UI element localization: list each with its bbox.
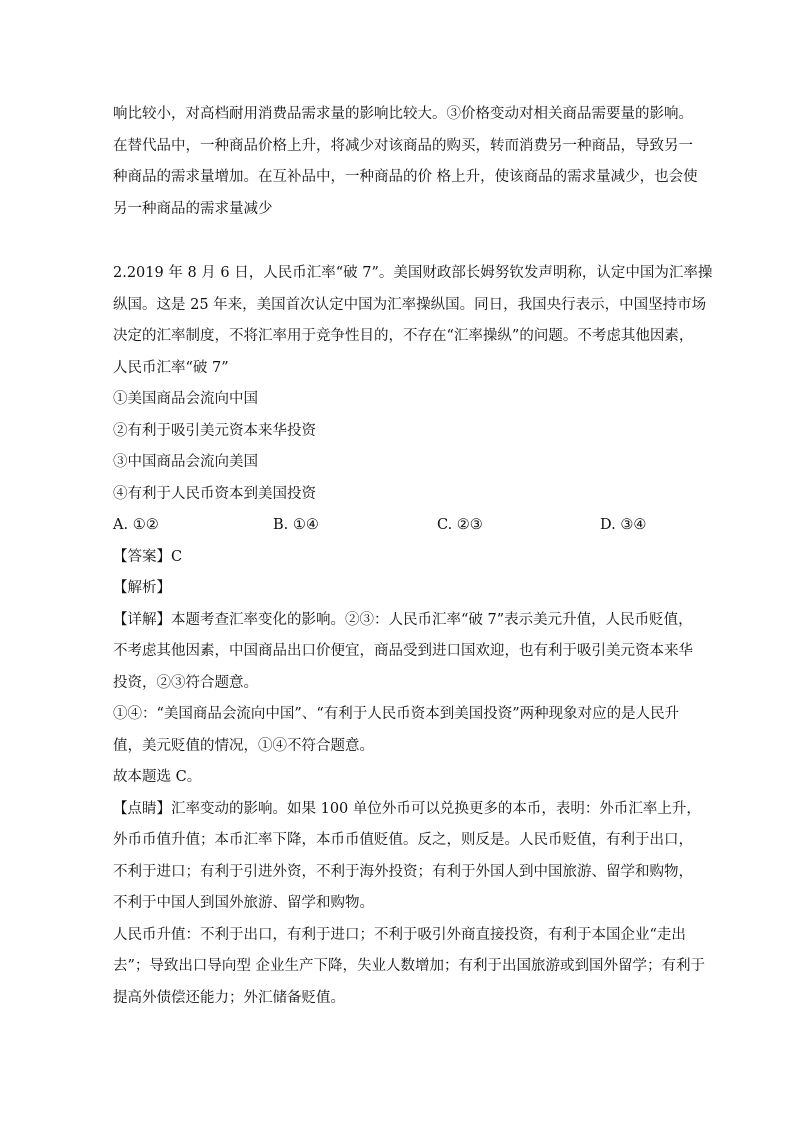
tips-line: 去”；导致出口导向型 企业生产下降，失业人数增加；有利于出国旅游或到国外留学；有利于 [113, 958, 706, 974]
question-item: ①美国商品会流向中国 [113, 391, 258, 407]
detail-section [113, 605, 693, 794]
detail-line: 故本题选 C。 [113, 769, 202, 785]
intro-line: 在替代品中，一种商品价格上升，将减少对该商品的购买，转而消费另一种商品，导致另一 [113, 137, 693, 154]
tips-line: 人民币升值：不利于出口，有利于进口；不利于吸引外商直接投资，有利于本国企业“走出 [113, 926, 686, 943]
paragraph-gap [113, 225, 683, 258]
option-c: C. ②③ [437, 517, 483, 533]
answer-options [113, 510, 683, 542]
answer-line: 【答案】C [113, 548, 183, 565]
page-content [113, 99, 713, 1014]
tips-line: 外币币值升值；本币汇率下降，本币币值贬值。反之，则反是。人民币贬值，有利于出口， [113, 832, 693, 848]
question-items [113, 384, 683, 510]
tips-line: 【点睛】汇率变动的影响。如果 100 单位外币可以兑换更多的本币，表明：外币汇率上升， [113, 800, 701, 817]
intro-line: 种商品的需求量增加。在互补品中，一种商品的价 格上升，使该商品的需求量减少，也会使 [113, 169, 698, 185]
question-stem-line: 纵国。这是 25 年来，美国首次认定中国为汇率操纵国。同日，我国央行表示，中国坚持市场 [113, 296, 707, 313]
detail-line: 值，美元贬值的情况，①④不符合题意。 [113, 737, 374, 754]
question-item: ④有利于人民币资本到美国投资 [113, 485, 316, 502]
question-stem-line: 2.2019 年 8 月 6 日，人民币汇率“破 7”。美国财政部长姆努钦发声明称，认定中国为汇率操 [113, 265, 713, 281]
tips-line: 不利于进口；有利于引进外资，不利于海外投资；有利于外国人到中国旅游、留学和购物， [113, 863, 693, 880]
detail-line: 投资，②③符合题意。 [113, 674, 258, 691]
tips-line: 提高外债偿还能力；外汇储备贬值。 [113, 989, 345, 1006]
detail-line: ①④：“美国商品会流向中国”、“有利于人民币资本到美国投资”两种现象对应的是人民升 [113, 706, 680, 722]
analysis-heading: 【解析】 [113, 580, 171, 596]
tips-section [113, 794, 706, 1015]
question-stem-line: 决定的汇率制度，不将汇率用于竞争性目的，不存在“汇率操纵”的问题。不考虑其他因素， [113, 328, 694, 344]
question-item: ③中国商品会流向美国 [113, 454, 258, 470]
question-stem-line: 人民币汇率“破 7” [113, 359, 229, 376]
detail-line: 不考虑其他因素，中国商品出口价便宜，商品受到进口国欢迎，也有利于吸引美元资本来华 [113, 643, 693, 659]
intro-paragraph [113, 99, 698, 225]
option-b: B. ①④ [273, 517, 319, 533]
option-d: D. ③④ [600, 517, 647, 533]
intro-line: 响比较小，对高档耐用消费品需求量的影响比较大。③价格变动对相关商品需要量的影响。 [113, 106, 693, 122]
intro-line: 另一种商品的需求量减少 [113, 200, 273, 217]
detail-line: 【详解】本题考查汇率变化的影响。②③：人民币汇率“破 7”表示美元升值，人民币贬值， [113, 611, 693, 628]
question-item: ②有利于吸引美元资本来华投资 [113, 422, 316, 439]
tips-line: 不利于中国人到国外旅游、留学和购物。 [113, 895, 374, 911]
option-a: A. ①② [113, 517, 159, 533]
question-stem [113, 258, 713, 384]
